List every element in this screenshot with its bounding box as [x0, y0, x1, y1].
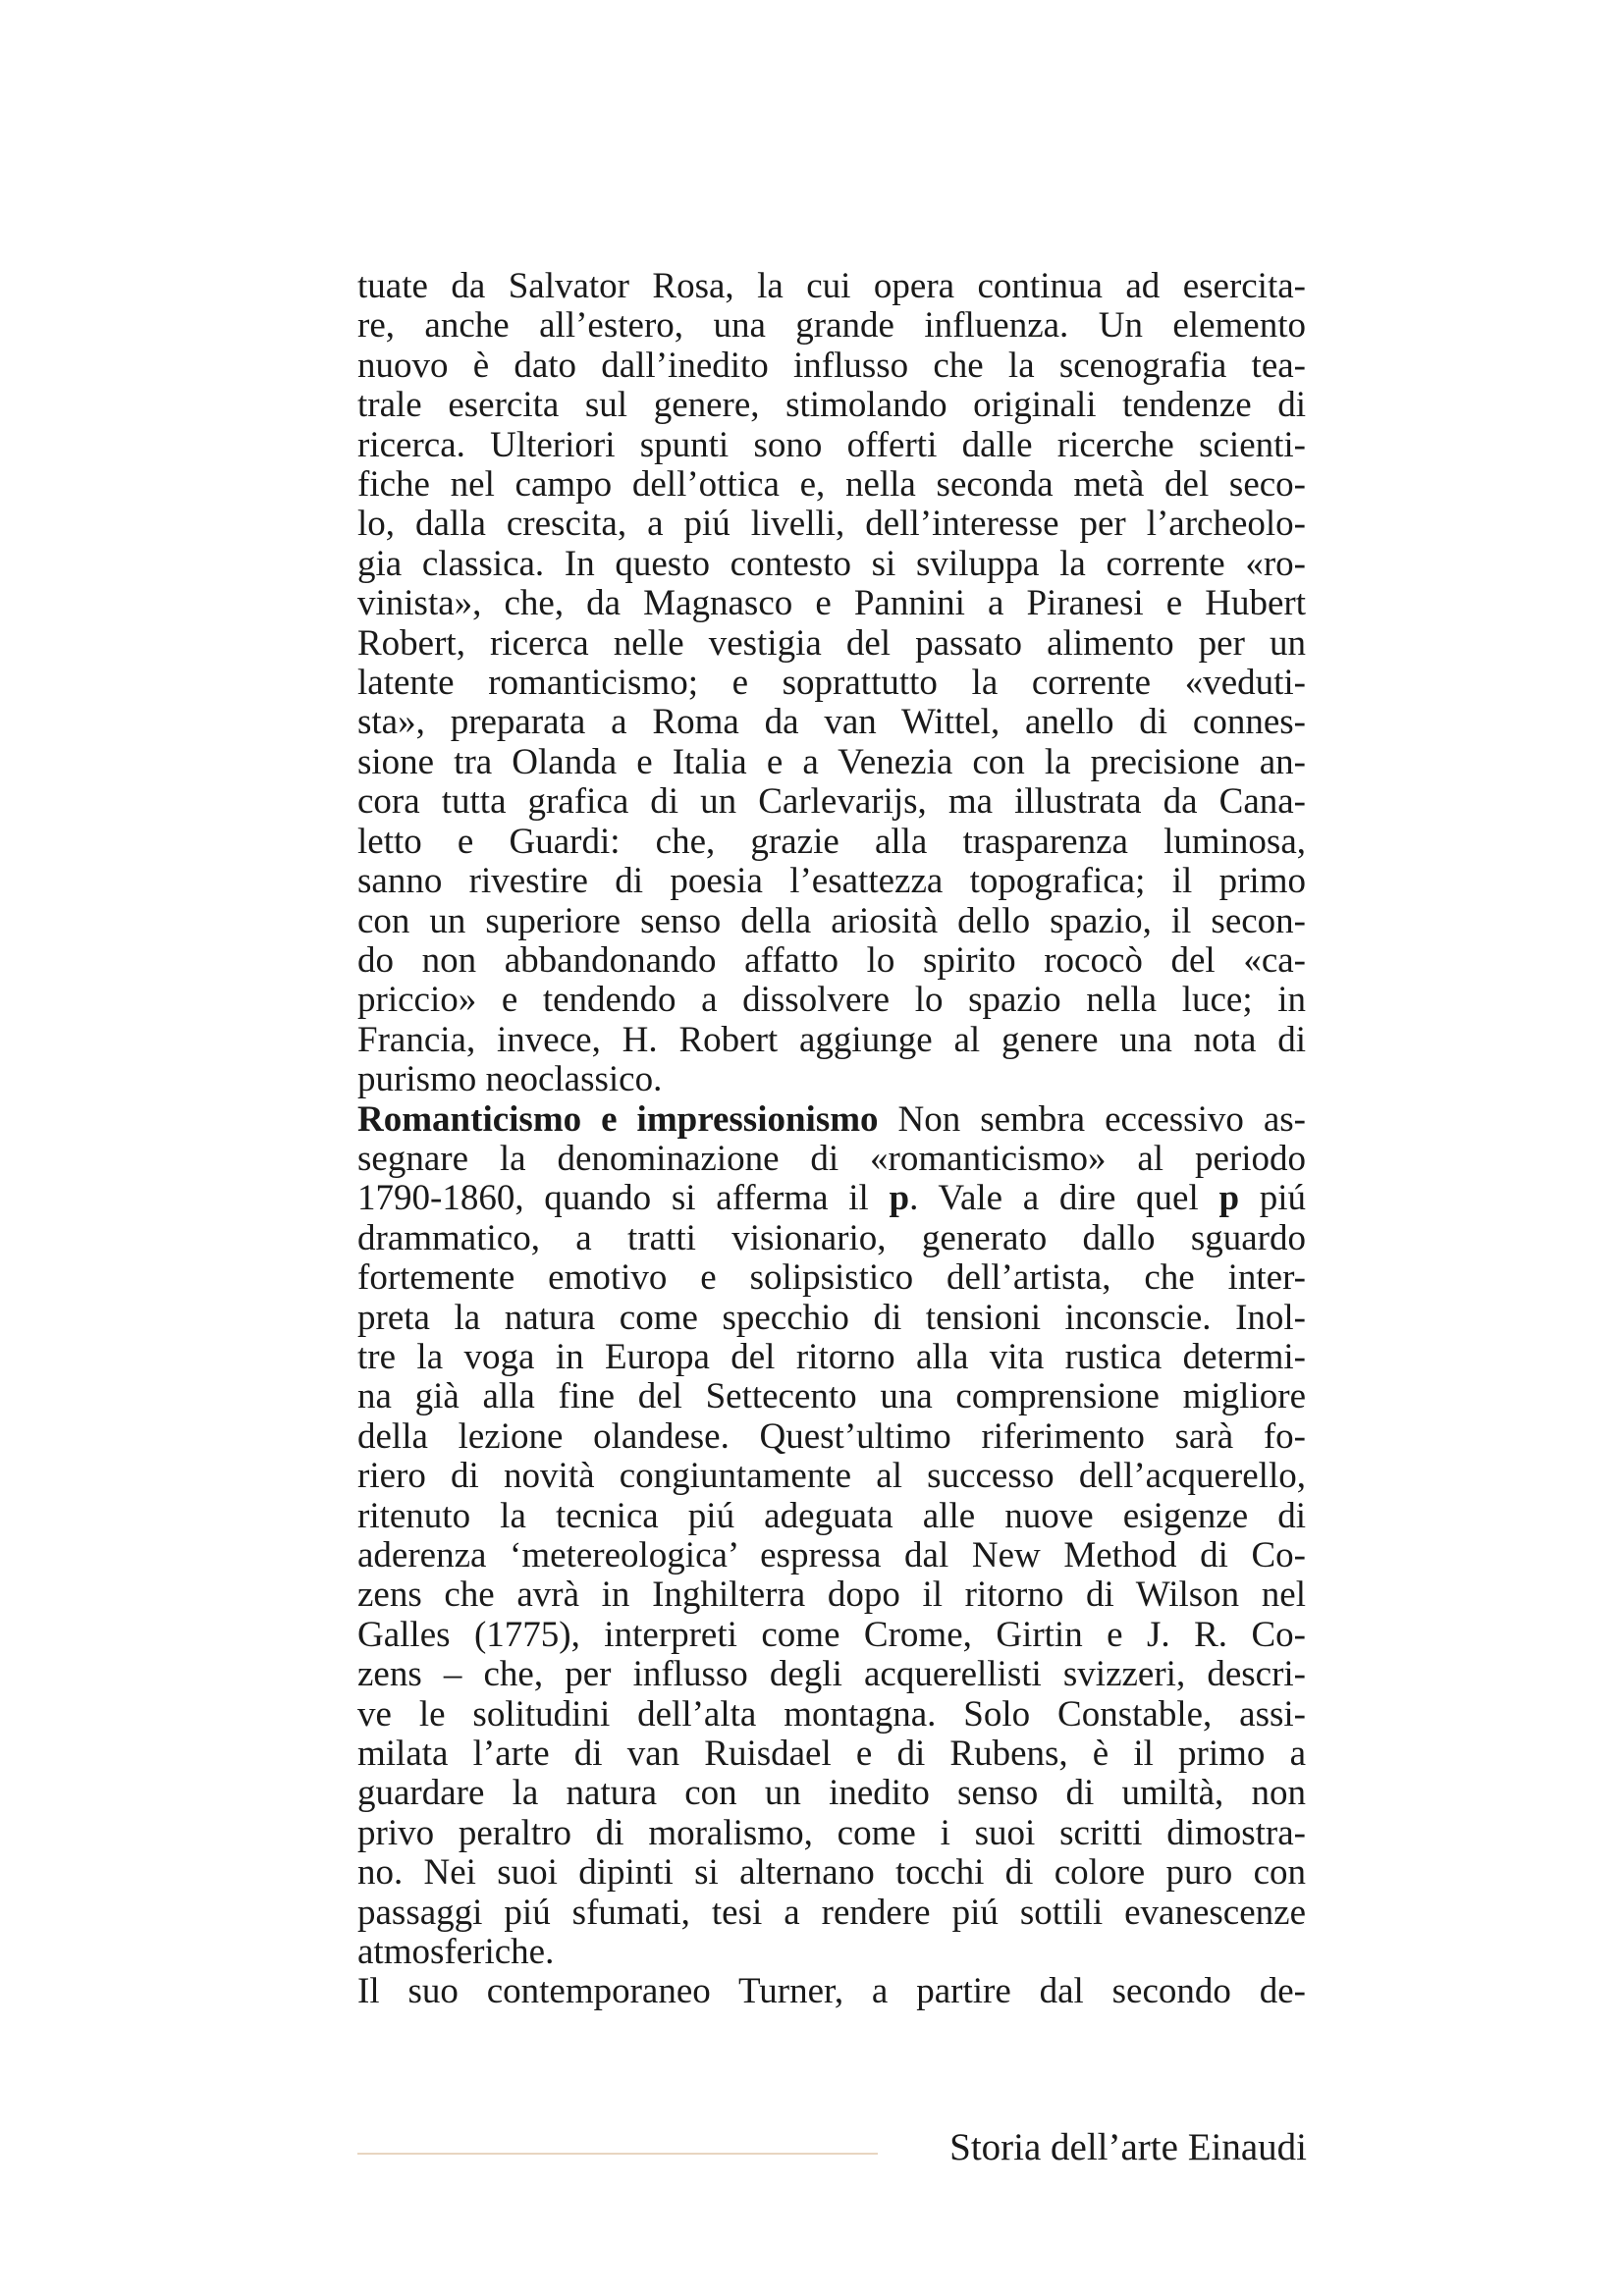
text-line: aderenza ‘metereologica’ espressa dal New Method di Co-	[357, 1535, 1306, 1575]
text-line: privo peraltro di moralismo, come i suoi scritti dimostra-	[357, 1812, 1306, 1853]
text-line: no. Nei suoi dipinti si alternano tocchi di colore puro con	[357, 1852, 1306, 1894]
text-line: letto e Guardi: che, grazie alla trasparenza luminosa,	[357, 821, 1306, 862]
text-line: zens – che, per influsso degli acquerellisti svizzeri, descri-	[357, 1654, 1306, 1695]
text-line: fiche nel campo dell’ottica e, nella seconda metà del seco-	[357, 464, 1306, 506]
text-line: purismo neoclassico.	[357, 1059, 663, 1100]
text-line: sione tra Olanda e Italia e a Venezia con la precisione an-	[357, 741, 1306, 782]
text-line: ritenuto la tecnica piú adeguata alle nuove esigenze di	[357, 1495, 1306, 1536]
text-line: tre la voga in Europa del ritorno alla vita rustica determi-	[357, 1336, 1306, 1377]
text-line: segnare la denominazione di «romanticismo» al periodo	[357, 1138, 1306, 1179]
text-line: cora tutta grafica di un Carlevarijs, ma illustrata da Cana-	[357, 781, 1306, 823]
text-line: Francia, invece, H. Robert aggiunge al genere una nota di	[357, 1019, 1306, 1060]
text-line: passaggi piú sfumati, tesi a rendere piú sottili evanescenze	[357, 1892, 1306, 1933]
text-line: nuovo è dato dall’inedito influsso che la scenografia tea-	[357, 345, 1306, 386]
text-line: con un superiore senso della ariosità dello spazio, il secon-	[357, 900, 1306, 941]
bold-term: p	[1218, 1178, 1240, 1219]
text-line: re, anche all’estero, una grande influenza. Un elemento	[357, 305, 1306, 347]
text-line: Galles (1775), interpreti come Crome, Girtin e J. R. Co-	[357, 1614, 1306, 1655]
text-line: guardare la natura con un inedito senso di umiltà, non	[357, 1773, 1306, 1814]
text-line: preta la natura come specchio di tensioni inconscie. Inol-	[357, 1297, 1306, 1338]
text-fragment: 1790-1860, quando si afferma il	[357, 1178, 890, 1219]
text-line	[357, 1179, 1306, 1218]
section-heading: Romanticismo e impressionismo	[357, 1098, 879, 1140]
section-first-line-rest: Non sembra eccessivo as-	[878, 1098, 1306, 1140]
text-line: riero di novità congiuntamente al successo dell’acquerello,	[357, 1456, 1306, 1497]
text-line: do non abbandonando affatto lo spirito rococò del «ca-	[357, 939, 1306, 981]
text-line: Il suo contemporaneo Turner, a partire dal secondo de-	[357, 1971, 1306, 2012]
text-line: atmosferiche.	[357, 1932, 555, 1973]
footer-rule	[357, 2153, 878, 2155]
text-line: fortemente emotivo e solipsistico dell’artista, che inter-	[357, 1257, 1306, 1299]
text-line: priccio» e tendendo a dissolvere lo spazio nella luce; in	[357, 980, 1306, 1021]
text-line: vinista», che, da Magnasco e Pannini a Piranesi e Hubert	[357, 583, 1306, 624]
section-first-line	[357, 1100, 1306, 1140]
text-line: zens che avrà in Inghilterra dopo il ritorno di Wilson nel	[357, 1575, 1306, 1616]
body-text	[357, 267, 1306, 2012]
text-line: drammatico, a tratti visionario, generato dallo sguardo	[357, 1217, 1306, 1258]
text-line: lo, dalla crescita, a piú livelli, dell’interesse per l’archeolo-	[357, 504, 1306, 545]
text-line: della lezione olandese. Quest’ultimo riferimento sarà fo-	[357, 1415, 1306, 1457]
text-line: gia classica. In questo contesto si sviluppa la corrente «ro-	[357, 543, 1306, 584]
text-line: Robert, ricerca nelle vestigia del passato alimento per un	[357, 622, 1306, 664]
text-fragment: . Vale a dire quel	[909, 1178, 1219, 1219]
text-line: milata l’arte di van Ruisdael e di Rubens, è il primo a	[357, 1734, 1306, 1775]
text-line: sta», preparata a Roma da van Wittel, anello di connes-	[357, 702, 1306, 743]
text-line: trale esercita sul genere, stimolando originali tendenze di	[357, 385, 1306, 426]
text-line: latente romanticismo; e soprattutto la corrente «veduti-	[357, 663, 1306, 704]
bold-term: p	[889, 1178, 910, 1219]
text-line: na già alla fine del Settecento una comprensione migliore	[357, 1376, 1306, 1417]
footer-title: Storia dell’arte Einaudi	[949, 2126, 1307, 2168]
text-line: ricerca. Ulteriori spunti sono offerti dalle ricerche scienti-	[357, 424, 1306, 465]
text-line: tuate da Salvator Rosa, la cui opera continua ad esercita-	[357, 266, 1306, 306]
text-fragment: piú	[1239, 1178, 1306, 1219]
text-line: ve le solitudini dell’alta montagna. Solo Constable, assi-	[357, 1693, 1306, 1735]
text-line: sanno rivestire di poesia l’esattezza topografica; il primo	[357, 861, 1306, 902]
